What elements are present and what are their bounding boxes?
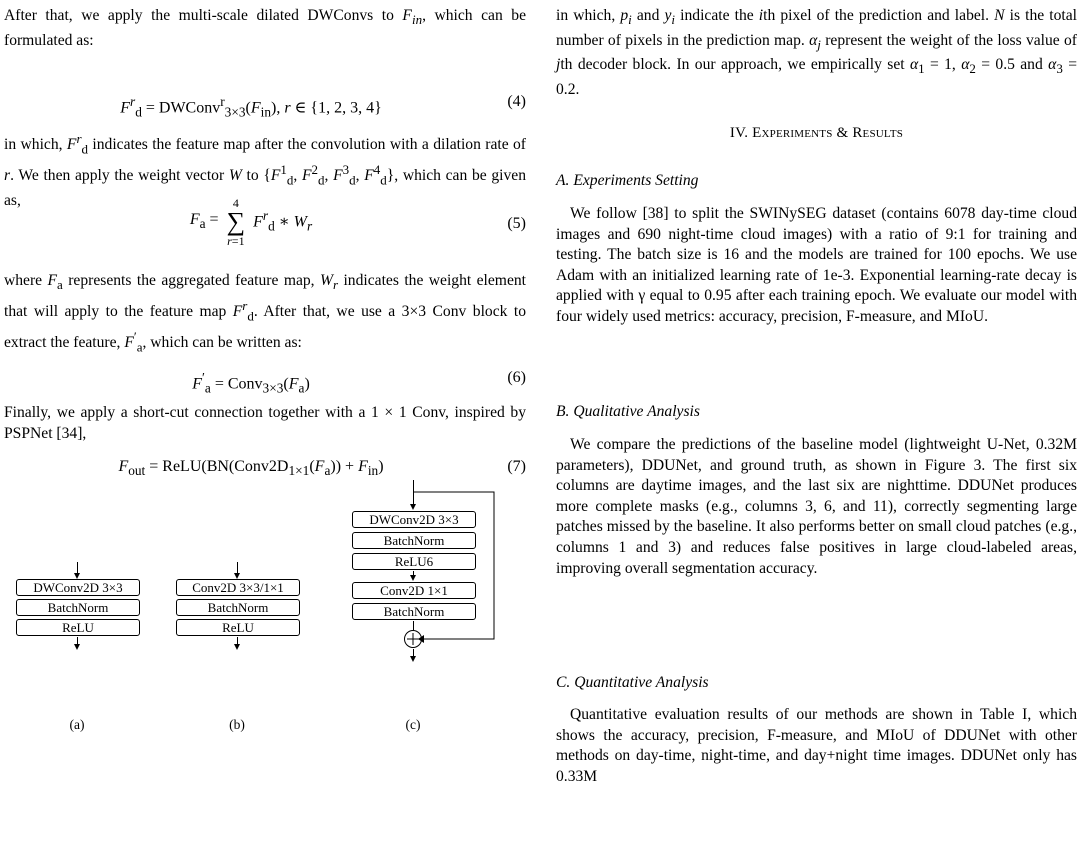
skip-connection-icon [404, 490, 504, 650]
block-b-batchnorm: BatchNorm [176, 599, 300, 616]
paragraph-qualitative: We compare the predictions of the baseline model (lightweight U-Net, 0.32M parameters), DDUNet, and ground truth, as shown in Figure 3. The first six columns are daytime images, and the last six are nighttime. DDUNet produces more complete masks (e.g., columns 3, 6, and 11), correctly segmenting large patches missed by the baseline. It also performs better on small cloud patches (e.g., columns 1 and 3) and reduces false positives in large cloud-labeled areas, improving overall segmentation accuracy. [556, 436, 1077, 577]
block-b-conv: Conv2D 3×3/1×1 [176, 579, 300, 596]
paragraph-quantitative: Quantitative evaluation results of our methods are shown in Table I, which shows the accuracy, precision, F-measure, and MIoU of DDUNet with other methods on day-time, night-time, and day+night time images. DDUNet only has 0.33M [556, 706, 1077, 785]
block-c-batchnorm-2: BatchNorm [352, 603, 476, 620]
block-a-dwconv: DWConv2D 3×3 [16, 579, 140, 596]
equation-7: $F_{out}$ = $ReLU(BN(Conv2D_{1\times 1}(F_a)) + F_{in})$ (7) [118, 458, 526, 479]
equation-4: $F^r_d$ = $DWConv^r_{3\times 3}(F_{in})$, r ∈ {1, 2, 3, 4} (4) [120, 93, 526, 120]
equation-6: $F'_a$ = $Conv_{3\times 3}(F_a)$ (6) [192, 369, 526, 396]
subfigure-label-c: (c) [405, 717, 421, 732]
subsection-a-heading: A. Experiments Setting [556, 172, 699, 189]
block-c-dwconv: DWConv2D 3×3 [352, 511, 476, 528]
block-a-relu: ReLU [16, 619, 140, 636]
block-b-relu: ReLU [176, 619, 300, 636]
subsection-c-heading: C. Quantitative Analysis [556, 674, 709, 691]
subsection-b-heading: B. Qualitative Analysis [556, 403, 700, 420]
paragraph-loss-explanation: in which, $p_i$ and $y_i$ indicate the ith pixel of the prediction and label. N is the total number of pixels in the prediction map. $\alpha_j$ represent the weight of the loss value of jth decoder block. In our approach, we empirically set $\alpha_1 = 1$, $\alpha_2 = 0.5$ and $\alpha_3 = 0.2$. [556, 7, 1078, 99]
block-c-conv1x1: Conv2D 1×1 [352, 582, 476, 599]
paragraph-shortcut: Finally, we apply a short-cut connection together with a 1 × 1 Conv, inspired by PSPNet [34], [4, 404, 526, 442]
subfigure-label-a: (a) [69, 717, 85, 732]
block-c-relu6: ReLU6 [352, 553, 476, 570]
equation-number: (4) [507, 93, 526, 110]
equation-number: (5) [507, 215, 526, 232]
equation-5: $F_a = 4$ ∑ r=1 $F^r_d$ ∗ $W_r$ (5) [189, 196, 526, 248]
subfigure-label-b: (b) [229, 717, 245, 732]
paragraph-experiments-setting: We follow [38] to split the SWINySEG dataset (contains 6078 day-time cloud images and 690 night-time cloud images) with a ratio of 9:1 for training and testing. The batch size is 16 and the models are trained for 100 epochs. We use Adam with an initialized learning rate of 1e-3. Exponential learning-rate decay is applied with γ equal to 0.95 after each training epoch. We evaluate our model with four widely used metrics: accuracy, precision, F-measure, and MIoU. [556, 205, 1077, 325]
block-c-batchnorm: BatchNorm [352, 532, 476, 549]
section-heading: IV. Experiments & Results [729, 125, 904, 141]
paragraph-aggregated: where $F_a$ represents the aggregated feature map, $W_r$ indicates the weight element that will apply to the feature map $F^r_d$. After that, we use a 3×3 Conv block to extract the feature, $F'_a$, which can be written as: [4, 272, 526, 354]
block-a-batchnorm: BatchNorm [16, 599, 140, 616]
equation-number: (7) [507, 458, 526, 475]
equation-number: (6) [507, 369, 526, 386]
block-diagram-figure [4, 440, 526, 840]
paragraph-multiscale-intro: After that, we apply the multi-scale dilated DWConvs to $F_{in}$, which can be formulated as: [4, 7, 526, 49]
paragraph-dilation: in which, $F^r_d$ indicates the feature map after the convolution with a dilation rate of r. We then apply the weight vector W to {$F^1_d$, $F^2_d$, $F^3_d$, $F^4_d$}, which can be given as, [4, 131, 527, 209]
